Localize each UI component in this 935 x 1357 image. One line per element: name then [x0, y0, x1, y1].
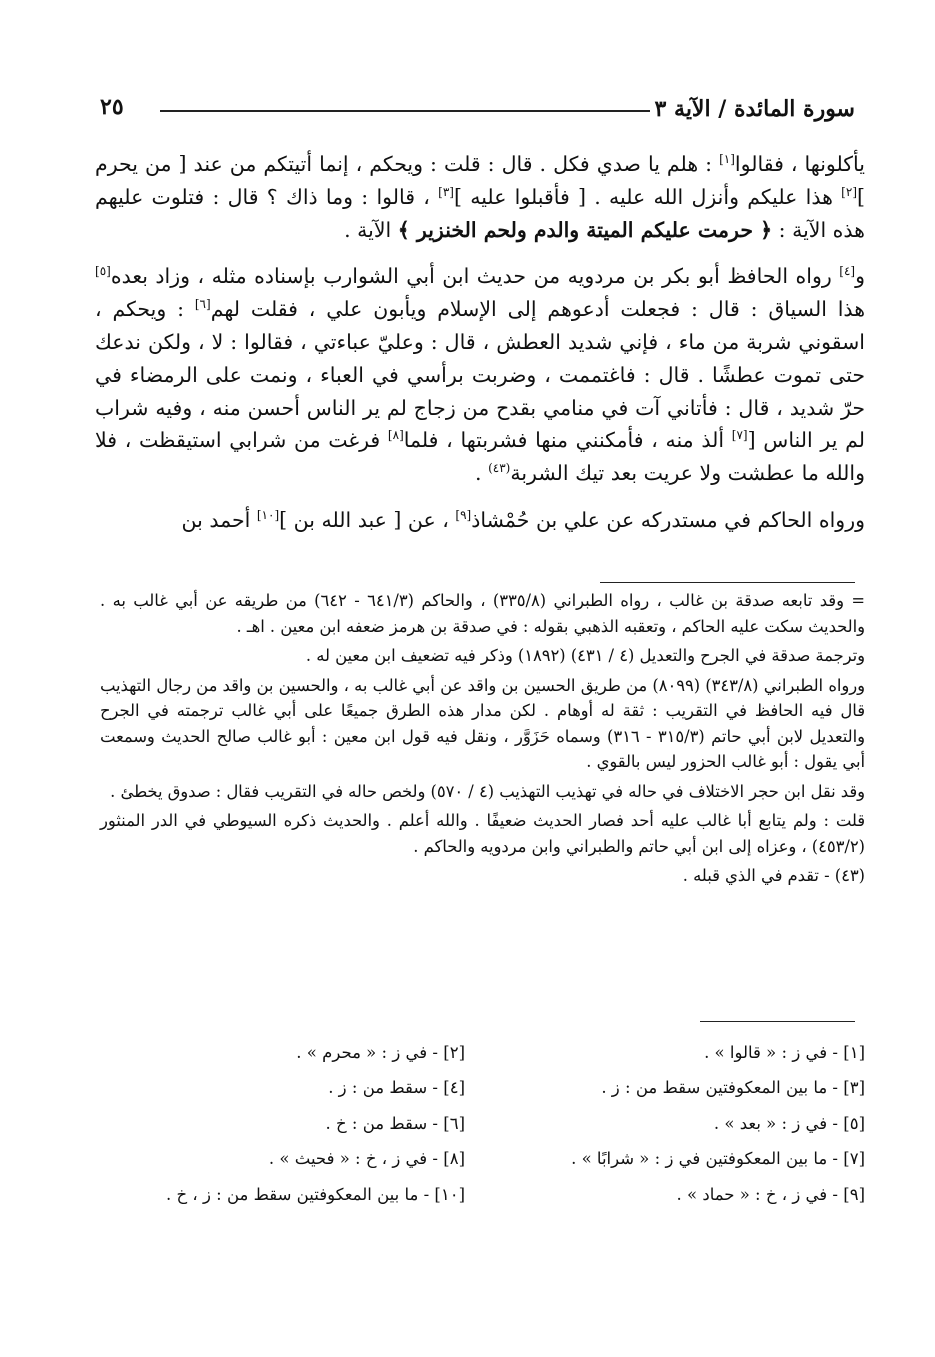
variant-note: [٦] - سقط من : خ . [325, 1113, 465, 1133]
paragraph-1 [95, 148, 865, 246]
footnote-ref: [٦] [194, 297, 211, 312]
variant-note: [٢] - في ز : « محرم » . [296, 1043, 465, 1062]
text-span: ، عن [ عبد الله بن ] [279, 507, 456, 532]
text-span: : هلم يا صدي فكل . قال : قلت : ويحكم ، إنما أتيتكم من عند [ من يحرم ] [95, 152, 865, 209]
quran-verse: ﴿ حرمت عليكم الميتة والدم ولحم الخنزير ﴾ [397, 217, 773, 242]
text-span: ألذ منه ، فأمكنني منها فشربتها ، فلما [403, 428, 732, 453]
text-span: . [475, 461, 489, 486]
main-text [95, 148, 865, 551]
variant-note: [١] - في ز : « قالوا » . [704, 1043, 865, 1062]
footnotes [100, 588, 865, 893]
variant-row [100, 1109, 865, 1144]
text-span: هذا السياق : قال : فجعلت أدعوهم إلى الإسلام ويأبون علي ، فقلت لهم [210, 297, 866, 322]
text-span: و [855, 264, 865, 289]
paragraph-3 [95, 504, 865, 537]
variants-separator [700, 1021, 855, 1022]
footnote: (٤٣) - تقدم في الذي قبله . [682, 866, 865, 885]
variant-note: [٨] - في ز ، خ : « فحيث » . [268, 1149, 465, 1169]
footnote-ref: [١٠] [256, 508, 280, 523]
text-span: هذا عليكم وأنزل الله عليه . [ فأقبلوا عليه ] [453, 184, 842, 209]
footnote: = وقد تابعه صدقة بن غالب ، رواه الطبراني (٣٣٥/٨) ، والحاكم (٦٤١/٣ - ٦٤٢) من طريقه عن أبي غالب به . والحديث سكت عليه الحاكم ، وتعقبه الذهبي بقوله : في صدقة بن هرمز ضعفه ابن معين . اهـ . [100, 591, 865, 636]
variant-row [100, 1144, 865, 1179]
header-rule [160, 110, 650, 112]
variant-note: [١٠] - ما بين المعكوفتين سقط من : ز ، خ . [165, 1184, 465, 1204]
text-span: ، قالوا : وما ذاك ؟ قال : فتلوت عليهم هذه الآية : [95, 184, 865, 242]
text-span: : ويحكم ، اسقوني شربة من ماء ، فإني شديد العطش ، قال : وعليّ عباءتي ، فقالوا : لا ، ولكن ندعك حتى تموت عطشًا . قال : فاغتممت ، وضربت برأسي في العباء ، ونمت على الرمضاء في حرّ شديد ، قال : فأتاني آت في منامي بقدح من زجاج لم ير الناس أحسن منه ، وفيه شراب لم ير الناس [ [95, 297, 865, 453]
footnote-ref: [٨] [387, 428, 404, 443]
text-span: يأكلونها ، فقالوا [734, 152, 865, 176]
variant-row [100, 1038, 865, 1073]
footnote: قلت : ولم يتابع أبا غالب عليه أحد فصار الحديث ضعيفًا . والله أعلم . والحديث ذكره السيوطي في الدر المنثور (٤٥٣/٢) ، وعزاه إلى ابن أبي حاتم والطبراني وابن مردويه والحاكم . [100, 811, 865, 856]
variant-note: [٤] - سقط من : ز . [328, 1078, 465, 1098]
variant-note: [٣] - ما بين المعكوفتين سقط من : ز . [601, 1078, 865, 1098]
footnote-ref: [٧] [731, 428, 748, 443]
page-number: ٢٥ [100, 94, 124, 120]
footnote-ref: [٩] [455, 508, 472, 523]
text-span: رواه الحافظ أبو بكر بن مردويه من حديث ابن أبي الشوارب بإسناده مثله ، وزاد بعده [110, 264, 840, 289]
paragraph-2 [95, 260, 865, 490]
manuscript-variants [100, 1038, 865, 1215]
text-span: ورواه الحاكم في مستدركه عن علي بن حُمْشاذ [471, 507, 865, 532]
variant-row [100, 1073, 865, 1108]
text-span: فرغت من شرابي استيقظت ، فلا والله ما عطشت ولا عريت بعد تيك الشربة [95, 428, 865, 486]
variant-row [100, 1180, 865, 1215]
page-header [100, 94, 855, 128]
variant-note: [٧] - ما بين المعكوفتين في ز : « شرابًا » . [571, 1149, 865, 1169]
footnote-separator [600, 582, 855, 583]
footnote-ref: [١] [719, 152, 735, 167]
text-span: الآية . [344, 217, 398, 242]
text-span: أحمد بن [181, 507, 257, 532]
surah-title: سورة المائدة / الآية ٣ [654, 96, 855, 122]
footnote: وقد نقل ابن حجر الاختلاف في حاله في تهذيب التهذيب (٤ / ٥٧٠) ولخص حاله في التقريب فقال : صدوق يخطئ . [110, 781, 865, 801]
footnote-ref: [٣] [438, 184, 454, 199]
footnote-ref: (٤٣) [488, 461, 511, 476]
footnote: ورواه الطبراني (٣٤٣/٨) (٨٠٩٩) من طريق الحسين بن واقد عن أبي غالب به ، والحسين بن واقد من رجال التهذيب قال فيه الحافظ في التقريب : ثقة له أوهام . لكن مدار هذه الطرق جميعًا على أبي غالب ترجمته في الجرح والتعديل لابن أبي حاتم (٣١٥/٣ - ٣١٦) وسماه حَزَوَّر ، ونقل فيه قول ابن معين : أبو غالب صالح الحديث وسمعت أبي يقول : أبو غالب الحزور ليس بالقوي . [100, 675, 865, 771]
variant-note: [٩] - في ز ، خ : « حماد » . [676, 1184, 865, 1204]
footnote-ref: [٢] [841, 184, 857, 199]
footnote: وترجمة صدقة في الجرح والتعديل (٤ / ٤٣١) (١٨٩٢) وذكر فيه تضعيف ابن معين له . [305, 646, 865, 665]
variant-note: [٥] - في ز : « بعد » . [713, 1113, 865, 1133]
footnote-ref: [٤] [839, 264, 856, 279]
footnote-ref: [٥] [95, 264, 111, 279]
